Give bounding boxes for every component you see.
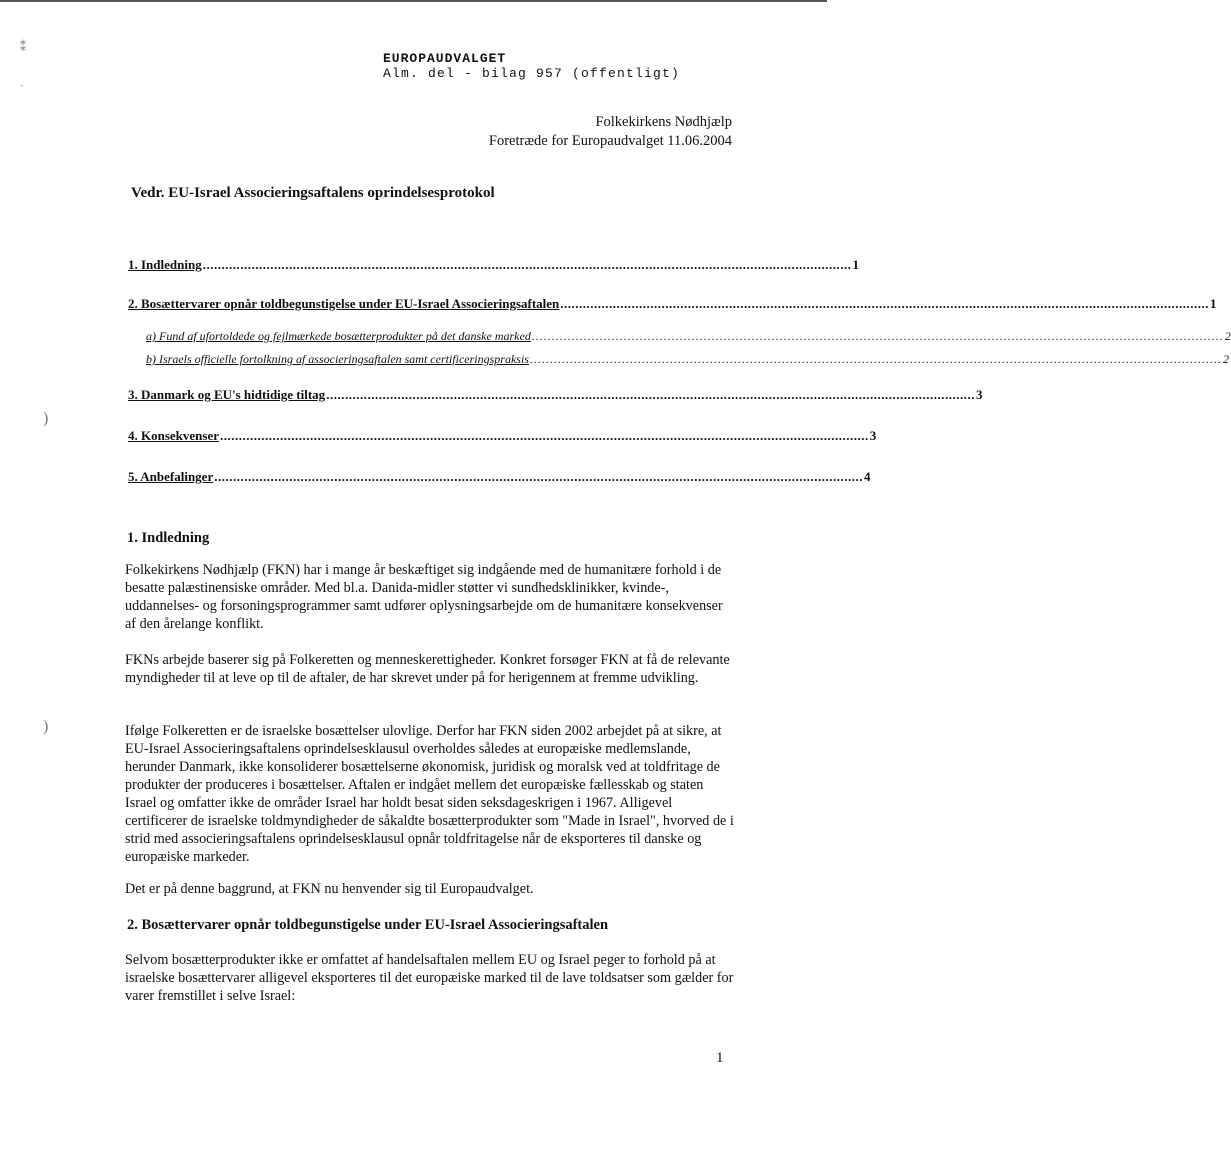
sender-block: [489, 113, 732, 151]
paragraph: FKNs arbejde baserer sig på Folkeretten og menneskerettigheder. Konkret forsøger FKN at få de relevante myndigheder til at leve op til de aftaler, de har skrevet under på for herigennem at fremme udvikling.: [125, 652, 730, 686]
meeting-line: Foretræde for Europaudvalget 11.06.2004: [488, 133, 732, 149]
toc-leader: .............................................................................................................................................................................: [214, 469, 863, 484]
toc-entry: [128, 469, 871, 485]
stamp-title: EUROPAUDVALGET: [383, 51, 507, 66]
toc-entry: [128, 257, 859, 273]
toc-title: b) Israels officielle fortolkning af associeringsaftalen samt certificeringspraksis: [146, 352, 529, 366]
page-number: 1: [716, 1050, 724, 1066]
toc-subentry: [146, 352, 1229, 367]
toc-title: a) Fund af ufortoldede og fejlmærkede bosætterprodukter på det danske marked: [146, 329, 531, 343]
toc-leader: .............................................................................................................................................................................: [529, 352, 1222, 366]
toc-entry: [128, 296, 1217, 312]
section-heading: 1. Indledning: [127, 530, 210, 546]
toc-title: 3. Danmark og EU's hidtidige tiltag: [128, 387, 326, 402]
scan-border: [0, 0, 827, 2]
punch-hole-mark: ): [43, 718, 49, 735]
toc-title: 1. Indledning: [128, 257, 202, 272]
scan-speck: ·: [20, 78, 24, 92]
section-heading: 2. Bosættervarer opnår toldbegunstigelse under EU-Israel Associeringsaftalen: [127, 917, 609, 933]
paragraph: Det er på denne baggrund, at FKN nu henvender sig til Europaudvalget.: [125, 881, 534, 897]
toc-page: 4: [863, 469, 871, 484]
toc-leader: .............................................................................................................................................................................: [220, 428, 869, 443]
toc-leader: .............................................................................................................................................................................: [531, 329, 1224, 343]
toc-page: 2: [1224, 329, 1231, 343]
toc-leader: .............................................................................................................................................................................: [560, 296, 1210, 311]
scan-speck: ⁑: [20, 40, 26, 54]
paragraph: Selvom bosætterprodukter ikke er omfattet af handelsaftalen mellem EU og Israel peger to forhold på at israelske bosættervarer alligevel eksporteres til det europæiske marked til de lave toldsatser som gælder for varer fremstillet i selve Israel:: [125, 952, 734, 1004]
toc-page: 1: [852, 257, 859, 272]
paragraph: Folkekirkens Nødhjælp (FKN) har i mange år beskæftiget sig indgående med de humanitære forhold i de besatte palæstinensiske områder. Med bl.a. Danida-midler støtter vi sundhedsklinikker, kvinde-, uddannelses- og forsoningsprogrammer samt udfører oplysningsarbejde om de humanitære konsekvenser af den årelange konflikt.: [125, 562, 723, 632]
toc-entry: [128, 387, 983, 403]
toc-page: 3: [975, 387, 983, 402]
punch-hole-mark: ): [43, 410, 49, 427]
toc-page: 2: [1222, 352, 1229, 366]
toc-title: 2. Bosættervarer opnår toldbegunstigelse under EU-Israel Associeringsaftalen: [128, 296, 560, 311]
toc-page: 1: [1210, 296, 1217, 311]
subject-line: Vedr. EU-Israel Associeringsaftalens oprindelsesprotokol: [131, 185, 495, 201]
toc-entry: [128, 428, 877, 444]
paragraph: Ifølge Folkeretten er de israelske bosættelser ulovlige. Derfor har FKN siden 2002 arbejdet på at sikre, at EU-Israel Associeringsaftalens oprindelsesklausul overholdes således at europæiske medlemslande, herunder Danmark, ikke konsoliderer bosættelserne økonomisk, juridisk og moralsk ved at toldfritage de produkter der produceres i bosættelser. Aftalen er indgået mellem det europæiske fællesskab og staten Israel og omfatter ikke de områder Israel har holdt besat siden seksdageskrigen i 1967. Alligevel certificerer de israelske toldmyndigheder de såkaldte bosætterprodukter som "Made in Israel", hvorved de i strid med associeringsaftalens oprindelsesklausul opnår toldfritagelse når de eksporteres til danske og europæiske markeder.: [125, 723, 734, 865]
registration-stamp: [383, 52, 680, 82]
toc-leader: .............................................................................................................................................................................: [326, 387, 975, 402]
toc-leader: .............................................................................................................................................................................: [202, 257, 852, 272]
org-name: Folkekirkens Nødhjælp: [595, 114, 732, 130]
toc-title: 4. Konsekvenser: [128, 428, 219, 443]
stamp-reference: Alm. del - bilag 957 (offentligt): [383, 66, 681, 81]
toc-page: 3: [869, 428, 877, 443]
toc-title: 5. Anbefalinger: [128, 469, 214, 484]
toc-subentry: [146, 329, 1231, 344]
